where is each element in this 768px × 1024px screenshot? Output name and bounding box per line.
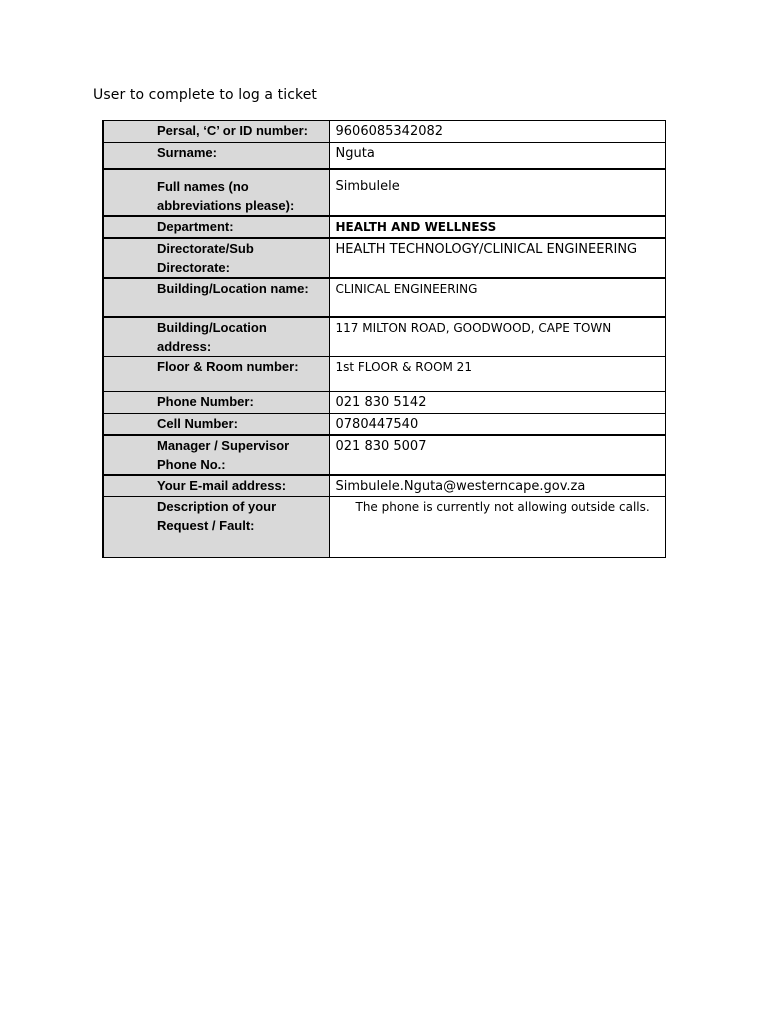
row-directorate [103,238,665,278]
value-manager-phone: 021 830 5007 [329,435,665,475]
label-directorate: Directorate/Sub Directorate: [103,238,329,278]
label-phone: Phone Number: [103,391,329,413]
value-cell: 0780447540 [329,413,665,435]
value-building-name: CLINICAL ENGINEERING [329,278,665,317]
value-full-names: Simbulele [329,169,665,216]
label-surname: Surname: [103,143,329,169]
row-persal [103,121,665,143]
row-building-address [103,317,665,357]
label-floor-room: Floor & Room number: [103,356,329,391]
value-directorate: HEALTH TECHNOLOGY/CLINICAL ENGINEERING [329,238,665,278]
label-department: Department: [103,216,329,238]
value-department: HEALTH AND WELLNESS [329,216,665,238]
row-building-name [103,278,665,317]
label-persal: Persal, ‘C’ or ID number: [103,121,329,143]
label-full-names: Full names (no abbreviations please): [103,169,329,216]
row-full-names [103,169,665,216]
label-cell: Cell Number: [103,413,329,435]
value-description: The phone is currently not allowing outside calls. [329,497,665,558]
label-email: Your E-mail address: [103,475,329,497]
label-manager-phone: Manager / Supervisor Phone No.: [103,435,329,475]
row-floor-room [103,356,665,391]
row-email [103,475,665,497]
label-description: Description of your Request / Fault: [103,497,329,558]
value-building-address: 117 MILTON ROAD, GOODWOOD, CAPE TOWN [329,317,665,357]
ticket-form-table [102,120,666,558]
label-building-name: Building/Location name: [103,278,329,317]
label-building-address: Building/Location address: [103,317,329,357]
row-department [103,216,665,238]
row-cell [103,413,665,435]
value-floor-room: 1st FLOOR & ROOM 21 [329,356,665,391]
value-surname: Nguta [329,143,665,169]
value-phone: 021 830 5142 [329,391,665,413]
row-surname [103,143,665,169]
value-persal: 9606085342082 [329,121,665,143]
value-email: Simbulele.Nguta@westerncape.gov.za [329,475,665,497]
row-description [103,497,665,558]
row-manager-phone [103,435,665,475]
form-instruction: User to complete to log a ticket [93,87,318,103]
row-phone [103,391,665,413]
